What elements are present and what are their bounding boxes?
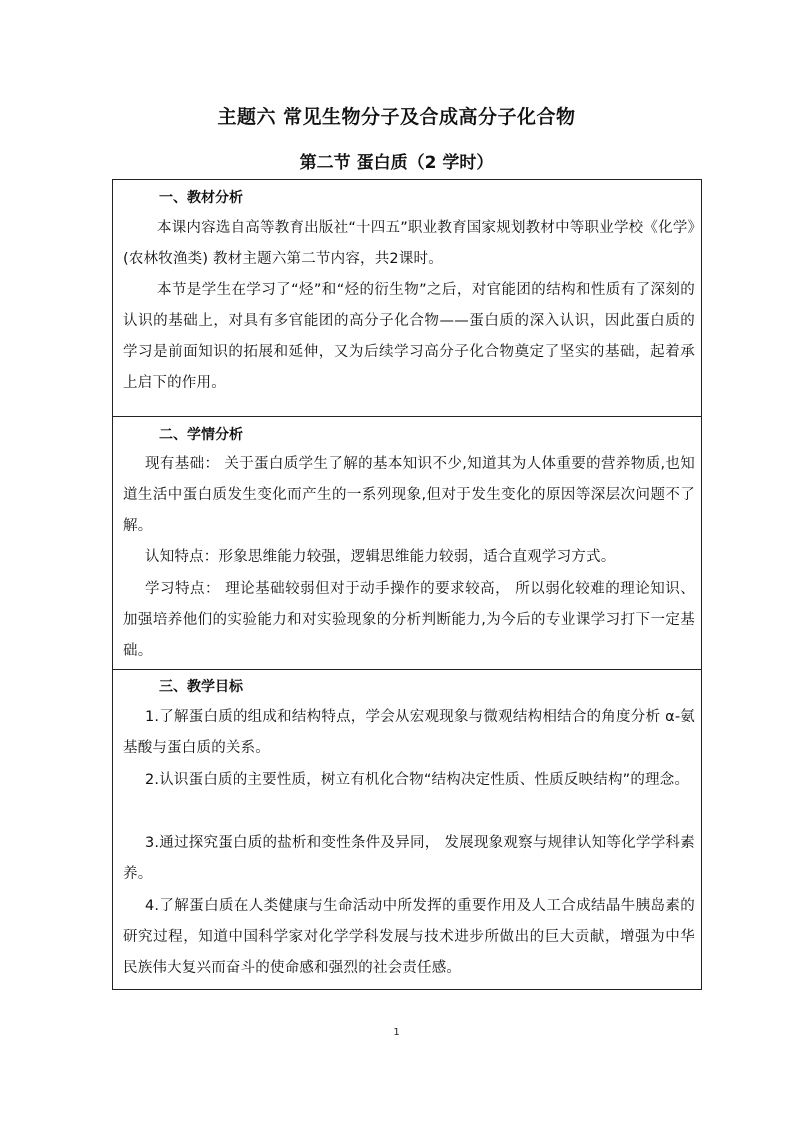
page-title: 主题六 常见生物分子及合成高分子化合物 — [217, 106, 576, 128]
paragraph: 本节是学生在学习了“烃”和“烃的衍生物”之后，对官能团的结构和性质有了深刻的认识的基础上，对具有多官能团的高分子化合物——蛋白质的深入认识，因此蛋白质的学习是前面知识的拓展和延伸，又为后续学习高分子化合物奠定了坚实的基础，起着承上启下的作用。 — [123, 282, 695, 391]
section-teaching-objectives — [113, 669, 701, 989]
paragraph: 1.了解蛋白质的组成和结构特点，学会从宏观现象与微观结构相结合的角度分析 α-氨基酸与蛋白质的关系。 — [123, 709, 695, 756]
section-textbook-analysis — [113, 180, 701, 416]
paragraph: 2.认识蛋白质的主要性质，树立有机化合物“结构决定性质、性质反映结构”的理念。 — [145, 772, 690, 788]
section-heading: 二、学情分析 — [159, 427, 243, 443]
paragraph: 学习特点： 理论基础较弱但对于动手操作的要求较高， 所以弱化较难的理论知识、加强培养他们的实验能力和对实验现象的分析判断能力,为今后的专业课学习打下一定基础。 — [123, 581, 695, 659]
paragraph: 认知特点：形象思维能力较强，逻辑思维能力较弱，适合直观学习方式。 — [145, 549, 616, 565]
paragraph: 4.了解蛋白质在人类健康与生命活动中所发挥的重要作用及人工合成结晶牛胰岛素的研究过程，知道中国科学家对化学学科发展与技术进步所做出的巨大贡献，增强为中华民族伟大复兴而奋斗的使命感和强烈的社会责任感。 — [123, 898, 695, 976]
lesson-plan-table — [112, 179, 702, 990]
paragraph: 本课内容选自高等教育出版社“十四五”职业教育国家规划教材中等职业学校《化学》(农林牧渔类) 教材主题六第二节内容，共2课时。 — [123, 220, 695, 267]
section-heading: 一、教材分析 — [159, 190, 243, 206]
section-heading: 三、教学目标 — [159, 679, 243, 695]
section-learner-analysis — [113, 416, 701, 669]
section-subtitle: 第二节 蛋白质（2 学时） — [299, 153, 494, 173]
paragraph: 现有基础： 关于蛋白质学生了解的基本知识不少,知道其为人体重要的营养物质,也知道生活中蛋白质发生变化而产生的一系列现象,但对于发生变化的原因等深层次问题不了解。 — [123, 456, 695, 534]
page-number: 1 — [393, 1027, 400, 1038]
paragraph: 3.通过探究蛋白质的盐析和变性条件及异同， 发展现象观察与规律认知等化学学科素养。 — [123, 835, 695, 882]
